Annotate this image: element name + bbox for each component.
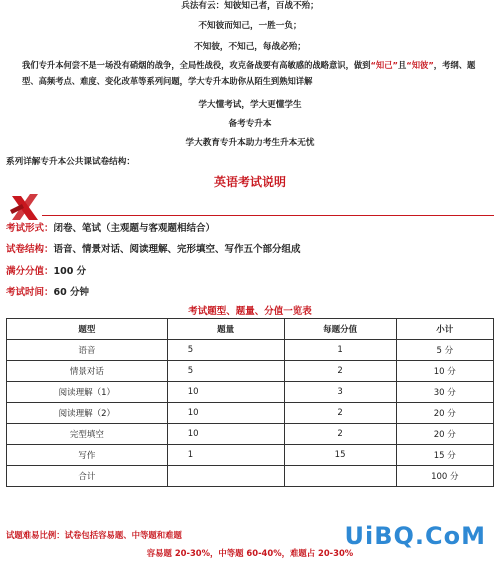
cell-type: 合计 — [7, 466, 168, 487]
info-full-score — [6, 265, 86, 279]
intro-line-5: 备考专升本 — [228, 119, 272, 129]
cell-count — [167, 466, 284, 487]
intro-line-1: 兵法有云：知彼知己者，百战不殆； — [181, 1, 319, 11]
intro-line-3: 不知彼，不知己，每战必殆； — [194, 42, 306, 52]
cell-type: 情景对话 — [7, 361, 168, 382]
cell-type: 完型填空 — [7, 424, 168, 445]
cell-type: 阅读理解（1） — [7, 382, 168, 403]
intro-quote-zhiji: “知己” — [370, 60, 398, 70]
cell-points: 2 — [284, 424, 396, 445]
cell-subtotal: 20 分 — [396, 424, 493, 445]
cell-points: 1 — [284, 340, 396, 361]
table-row — [7, 382, 494, 403]
header-points: 每题分值 — [284, 319, 396, 340]
intro-line-4: 学大懂考试，学大更懂学生 — [198, 100, 302, 110]
section-divider — [42, 215, 494, 216]
header-type: 题型 — [7, 319, 168, 340]
cell-points — [284, 466, 396, 487]
intro-paragraph-b: ，考纲、题型、高频考点、难度、变化改革等系列问题，学大专升本助你从陌生到熟知详解 — [22, 60, 476, 86]
cell-subtotal: 15 分 — [396, 445, 493, 466]
cell-count: 10 — [167, 403, 284, 424]
info-form-label: 考试形式： — [6, 223, 54, 234]
table-row — [7, 361, 494, 382]
info-exam-form — [6, 222, 215, 236]
info-structure-label: 试卷结构： — [6, 244, 54, 255]
cell-subtotal: 10 分 — [396, 361, 493, 382]
info-time-value: 60 分钟 — [53, 287, 90, 298]
cell-points: 3 — [284, 382, 396, 403]
cell-subtotal: 5 分 — [396, 340, 493, 361]
table-row — [7, 403, 494, 424]
cell-points: 2 — [284, 361, 396, 382]
exam-overview-table — [6, 318, 494, 487]
intro-line-6: 学大教育专升本助力考生升本无忧 — [185, 138, 315, 148]
table-title: 考试题型、题量、分值一览表 — [188, 306, 312, 317]
table-row — [7, 340, 494, 361]
info-score-label: 满分分值： — [6, 266, 54, 277]
table-header-row — [7, 319, 494, 340]
table-total-row — [7, 466, 494, 487]
table-row — [7, 445, 494, 466]
intro-and: 且 — [397, 60, 407, 70]
red-x-emblem-icon — [8, 190, 42, 224]
difficulty-note: 试题难易比例：试卷包括容易题、中等题和难题 — [6, 530, 182, 540]
intro-line-2: 不知彼而知己，一胜一负； — [198, 21, 302, 31]
intro-paragraph — [22, 57, 482, 89]
cell-points: 2 — [284, 403, 396, 424]
difficulty-ratio: 容易题 20-30%，中等题 60-40%，难题占 20-30% — [146, 548, 354, 558]
cell-type: 写作 — [7, 445, 168, 466]
info-time-label: 考试时间： — [6, 287, 54, 298]
cell-count: 5 — [167, 340, 284, 361]
cell-count: 5 — [167, 361, 284, 382]
intro-paragraph-a: 我们专升本何尝不是一场没有硝烟的战争，全局性战役，攻克备战要有高敏感的战略意识，做到 — [22, 60, 371, 70]
intro-quote-zhibi: “知彼” — [406, 60, 434, 70]
series-caption: 系列详解专升本公共课试卷结构： — [6, 157, 135, 167]
cell-subtotal: 30 分 — [396, 382, 493, 403]
table-row — [7, 424, 494, 445]
cell-type: 语音 — [7, 340, 168, 361]
info-exam-time — [6, 286, 89, 300]
header-count: 题量 — [167, 319, 284, 340]
cell-subtotal: 100 分 — [396, 466, 493, 487]
info-score-value: 100 分 — [53, 266, 87, 277]
info-form-value: 闭卷、笔试（主观题与客观题相结合） — [53, 223, 216, 234]
info-exam-structure — [6, 243, 301, 257]
cell-type: 阅读理解（2） — [7, 403, 168, 424]
cell-count: 10 — [167, 382, 284, 403]
cell-count: 10 — [167, 424, 284, 445]
info-structure-value: 语音、情景对话、阅读理解、完形填空、写作五个部分组成 — [53, 244, 301, 255]
cell-count: 1 — [167, 445, 284, 466]
cell-points: 15 — [284, 445, 396, 466]
header-subtotal: 小计 — [396, 319, 493, 340]
site-watermark: UiBQ.CoM — [344, 522, 486, 550]
section-title: 英语考试说明 — [213, 175, 286, 189]
cell-subtotal: 20 分 — [396, 403, 493, 424]
